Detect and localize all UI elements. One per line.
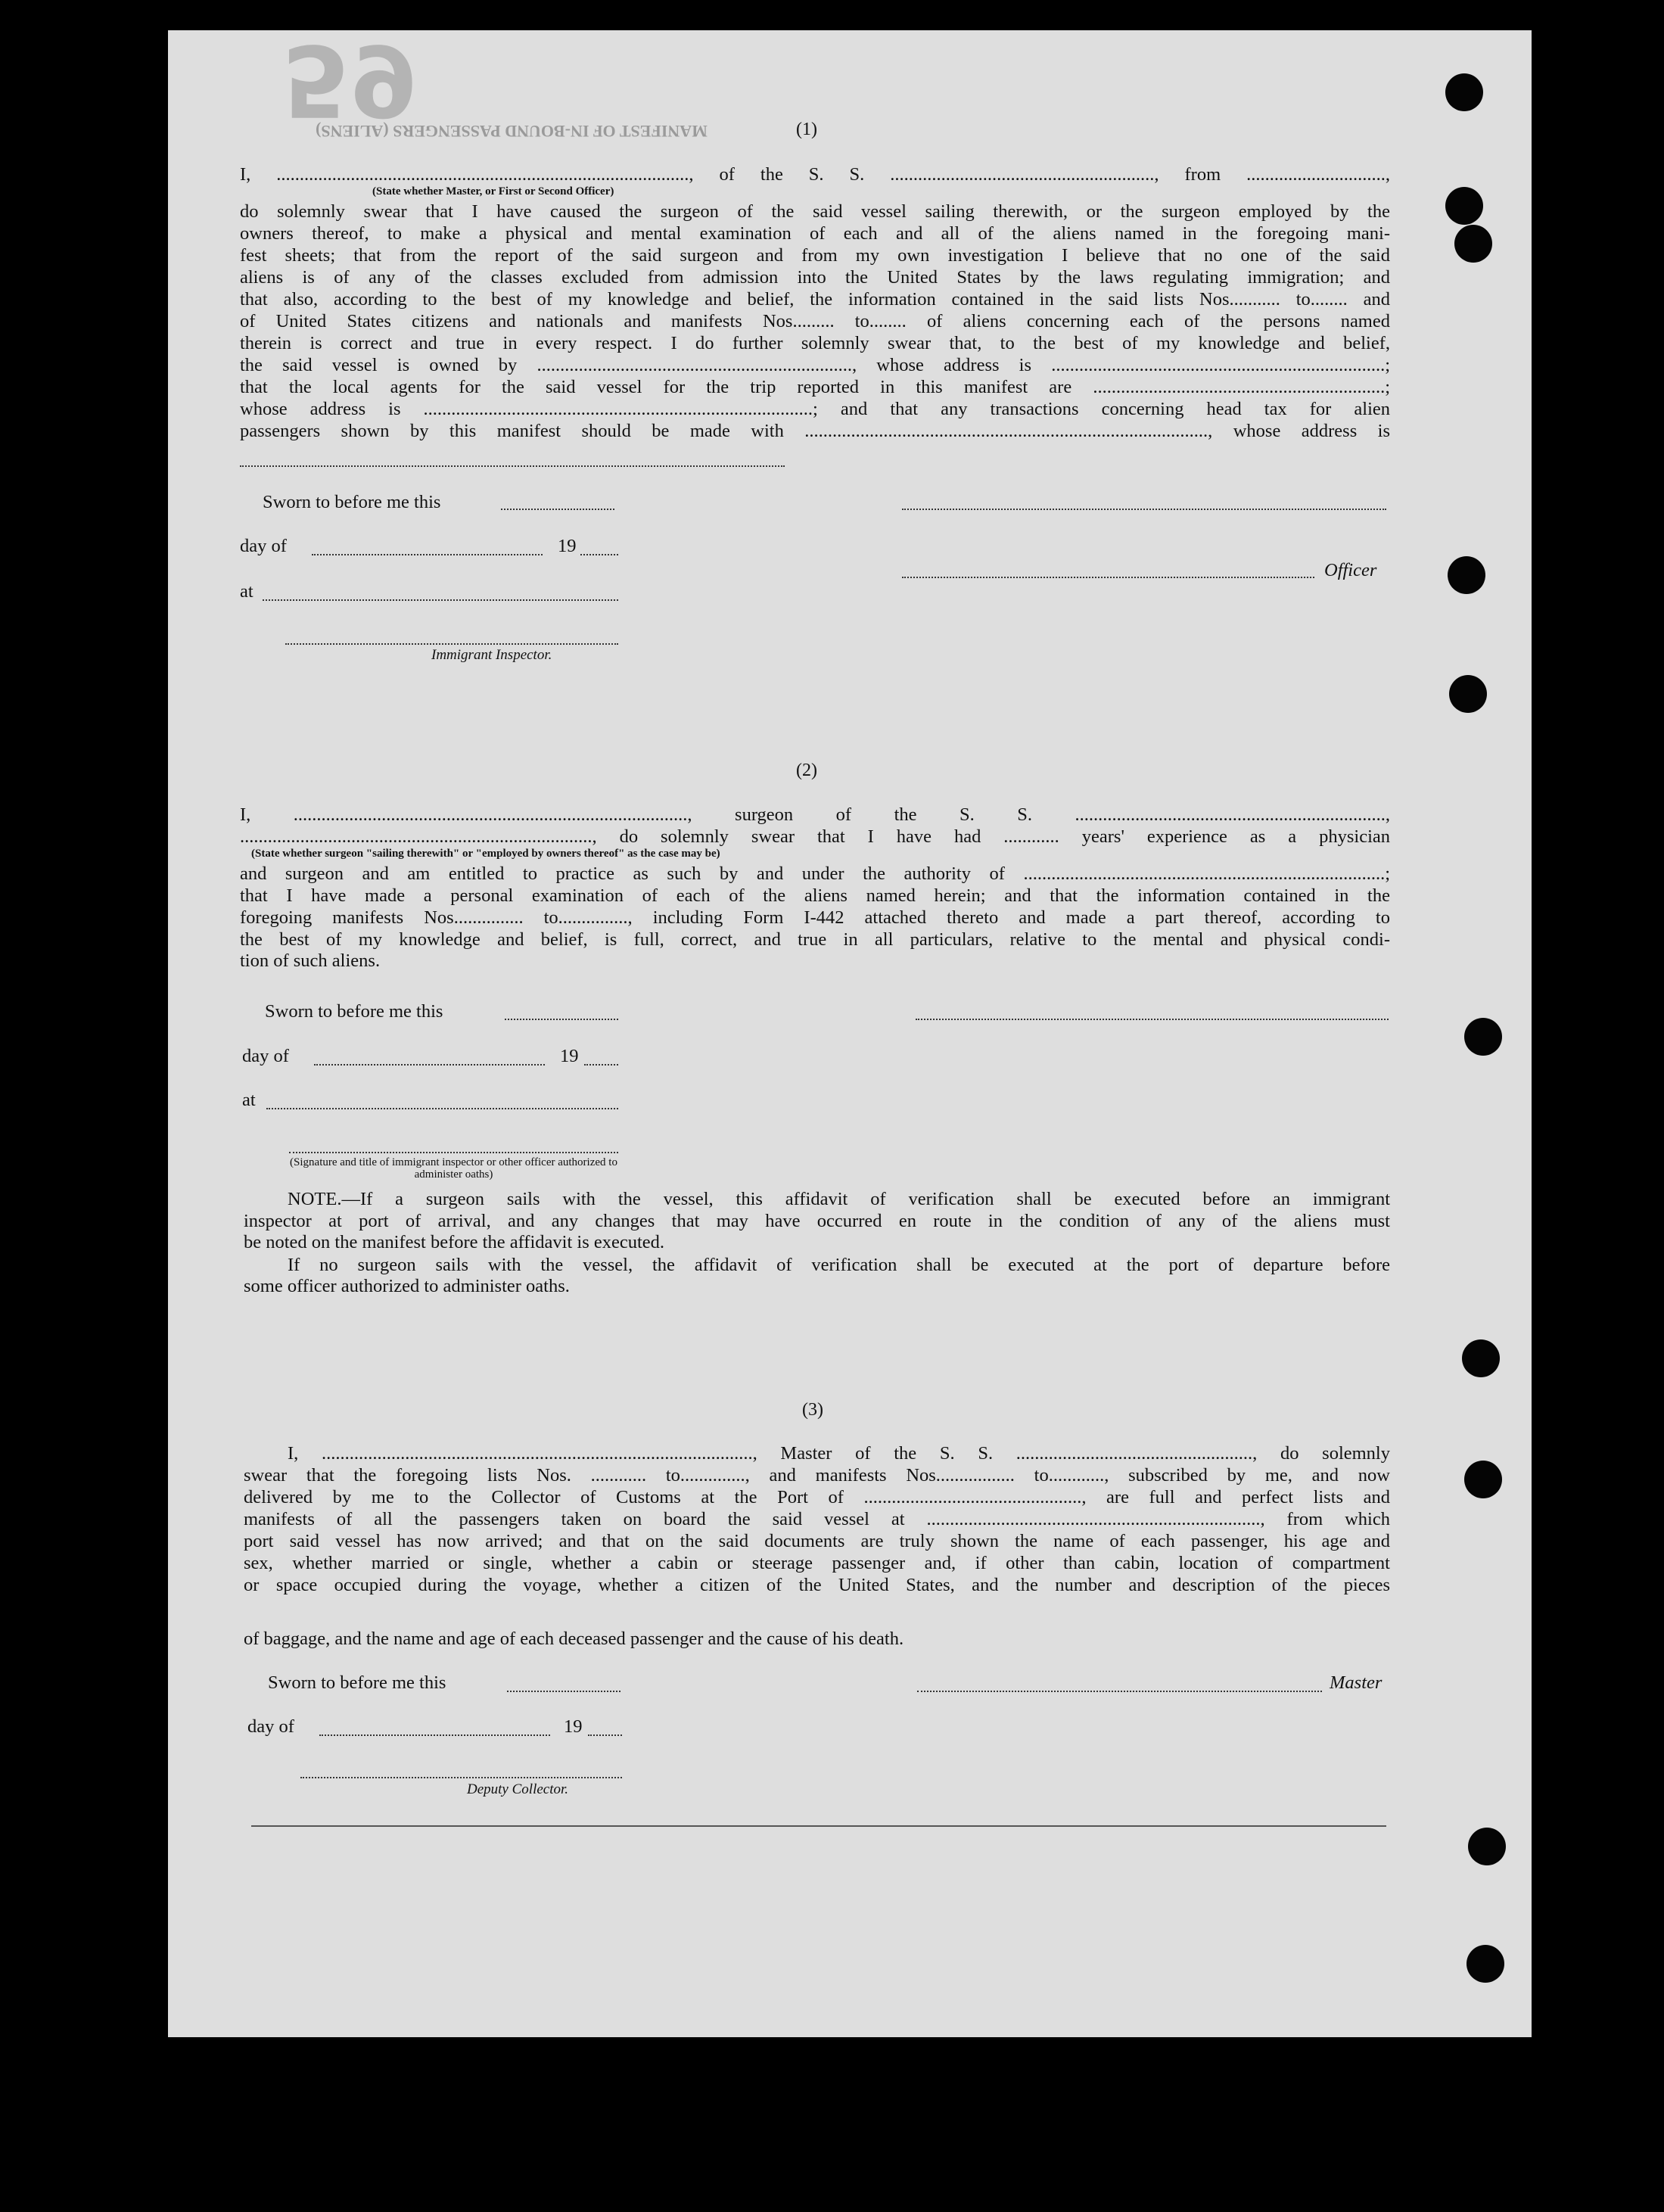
text-line: that also, according to the best of my knowledge and belief, the information contained in the said lists Nos........... to........ and (240, 289, 1390, 310)
text-line: manifests of all the passengers taken on board the said vessel at ........................................................................, from which (244, 1509, 1390, 1529)
deputy-signature-line (300, 1777, 622, 1778)
punch-hole (1454, 225, 1492, 263)
punch-hole (1449, 675, 1487, 713)
text-line: do solemnly swear that I have caused the surgeon of the said vessel sailing therewith, or the surgeon employed by the (240, 201, 1390, 222)
signature-caption: (Signature and title of immigrant inspector or other officer authorized to administer oaths) (290, 1156, 617, 1181)
bleed-through-header: MANIFEST OF IN-BOUND PASSENGERS (ALIENS) (316, 122, 708, 141)
section-2-last-line: tion of such aliens. (240, 950, 381, 971)
text-line: I, ........................................................................................., of the S. S. ........................................................., from .............................., (240, 164, 1390, 185)
text-line: NOTE.—If a surgeon sails with the vessel, this affidavit of verification shall be executed before an immigrant (288, 1189, 1390, 1209)
day-line (314, 1064, 545, 1066)
section-3-last-line: of baggage, and the name and age of each deceased passenger and the cause of his death. (244, 1629, 904, 1649)
text-line: inspector at port of arrival, and any changes that may have occurred en route in the condition of any of the aliens must (244, 1211, 1390, 1231)
sworn-date-line (507, 1691, 621, 1692)
section-1-number: (1) (796, 120, 817, 139)
section-2-first-line (240, 804, 1390, 848)
sworn-label: Sworn to before me this (268, 1672, 446, 1693)
day-of-label: day of (242, 1046, 289, 1066)
surgeon-note: (State whether surgeon "sailing therewith" or "employed by owners thereof" as the case may be) (251, 848, 720, 860)
day-of-label: day of (247, 1716, 294, 1737)
page-number-stamp: 59 (281, 23, 418, 138)
sworn-label: Sworn to before me this (263, 492, 441, 512)
at-label: at (242, 1090, 256, 1110)
year-label: 19 (560, 1046, 579, 1066)
text-line: or space occupied during the voyage, whether a citizen of the United States, and the number and description of the pieces (244, 1575, 1390, 1595)
master-label: Master (1330, 1672, 1383, 1693)
text-line: of United States citizens and nationals and manifests Nos......... to........ of aliens concerning each of the persons named (240, 311, 1390, 331)
punch-hole (1445, 187, 1483, 225)
year-label: 19 (558, 536, 577, 556)
text-line: aliens is of any of the classes excluded from admission into the United States by the laws regulating immigration; and (240, 267, 1390, 288)
text-line: I, ....................................................................................., surgeon of the S. S. ..................................................................., (240, 804, 1390, 825)
form-page (168, 23, 1532, 2037)
section-2-number: (2) (796, 761, 817, 780)
text-line: passengers shown by this manifest should be made with ......................................................................................., whose address is (240, 421, 1390, 441)
text-line: whose address is ....................................................................................; and that any transactions concerning head tax for alien (240, 399, 1390, 419)
text-line: and surgeon and am entitled to practice as such by and under the authority of ..............................................................................; (240, 863, 1390, 884)
note-line: some officer authorized to administer oaths. (244, 1276, 570, 1296)
punch-hole (1464, 1018, 1502, 1056)
punch-hole (1462, 1339, 1500, 1377)
text-line: sex, whether married or single, whether a cabin or steerage passenger and, if other than cabin, location of compartment (244, 1553, 1390, 1573)
year-line (588, 1734, 622, 1736)
text-line: the best of my knowledge and belief, is full, correct, and true in all particulars, relative to the mental and physical condi- (240, 929, 1390, 950)
officer-title-line (902, 577, 1314, 578)
day-line (319, 1734, 550, 1736)
deputy-caption: Deputy Collector. (467, 1781, 569, 1797)
section-1-paragraph (240, 163, 1390, 185)
note-paragraph-2 (244, 1254, 1390, 1276)
officer-signature-line (289, 1152, 618, 1153)
text-line: owners thereof, to make a physical and mental examination of each and all of the aliens named in the foregoing mani- (240, 223, 1390, 244)
text-line: that I have made a personal examination of each of the aliens named herein; and that the information contained in the (240, 885, 1390, 906)
note-paragraph (244, 1188, 1390, 1232)
section-2-body (240, 863, 1390, 950)
sworn-date-line (501, 509, 614, 510)
text-line: I, ............................................................................................., Master of the S. S. ..................................................., do solemnly (288, 1443, 1390, 1464)
at-label: at (240, 581, 253, 602)
text-line: foregoing manifests Nos............... to..............., including Form I-442 attached thereto and made a part thereof, according to (240, 907, 1390, 928)
at-line (266, 1108, 618, 1109)
day-of-label: day of (240, 536, 287, 556)
text-line: therein is correct and true in every respect. I do further solemnly swear that, to the best of my knowledge and belief, (240, 333, 1390, 353)
punch-hole (1448, 556, 1485, 594)
master-signature-line (917, 1691, 1322, 1692)
text-line: delivered by me to the Collector of Customs at the Port of ..............................................., are full and perfect lists and (244, 1487, 1390, 1507)
punch-hole (1468, 1828, 1506, 1865)
sworn-date-line (505, 1019, 618, 1020)
punch-hole (1464, 1461, 1502, 1498)
text-line: fest sheets; that from the report of the said surgeon and from my own investigation I believe that no one of the said (240, 245, 1390, 266)
text-line: that the local agents for the said vessel for the trip reported in this manifest are ...............................................................; (240, 377, 1390, 397)
punch-hole (1466, 1945, 1504, 1983)
bottom-rule (251, 1825, 1386, 1827)
section-3-number: (3) (802, 1400, 823, 1420)
signature-line (916, 1019, 1389, 1020)
officer-label: Officer (1324, 560, 1377, 580)
year-line (580, 554, 618, 555)
text-line: If no surgeon sails with the vessel, the affidavit of verification shall be executed at the port of departure before (288, 1255, 1390, 1275)
at-line (263, 599, 618, 601)
text-line: the said vessel is owned by ...................................................................., whose address is ........................................................................; (240, 355, 1390, 375)
punch-hole (1445, 73, 1483, 111)
day-line (312, 554, 543, 555)
year-line (584, 1064, 618, 1066)
address-line (240, 465, 785, 467)
sworn-label: Sworn to before me this (265, 1001, 443, 1022)
note-line: be noted on the manifest before the affidavit is executed. (244, 1232, 665, 1252)
inspector-caption: Immigrant Inspector. (431, 647, 552, 663)
text-line: ............................................................................, do solemnly swear that I have had ............ years' experience as a physician (240, 826, 1390, 847)
year-label: 19 (564, 1716, 583, 1737)
section-1-body (240, 201, 1390, 442)
text-line: port said vessel has now arrived; and that on the said documents are truly shown the name of each passenger, his age and (244, 1531, 1390, 1551)
section-3-body (244, 1442, 1390, 1596)
text-line: swear that the foregoing lists Nos. ............ to.............., and manifests Nos................. to............, subscribed by me, and now (244, 1465, 1390, 1486)
officer-note: (State whether Master, or First or Second Officer) (372, 185, 614, 198)
officer-signature-line (902, 509, 1386, 510)
inspector-signature-line (285, 643, 618, 645)
